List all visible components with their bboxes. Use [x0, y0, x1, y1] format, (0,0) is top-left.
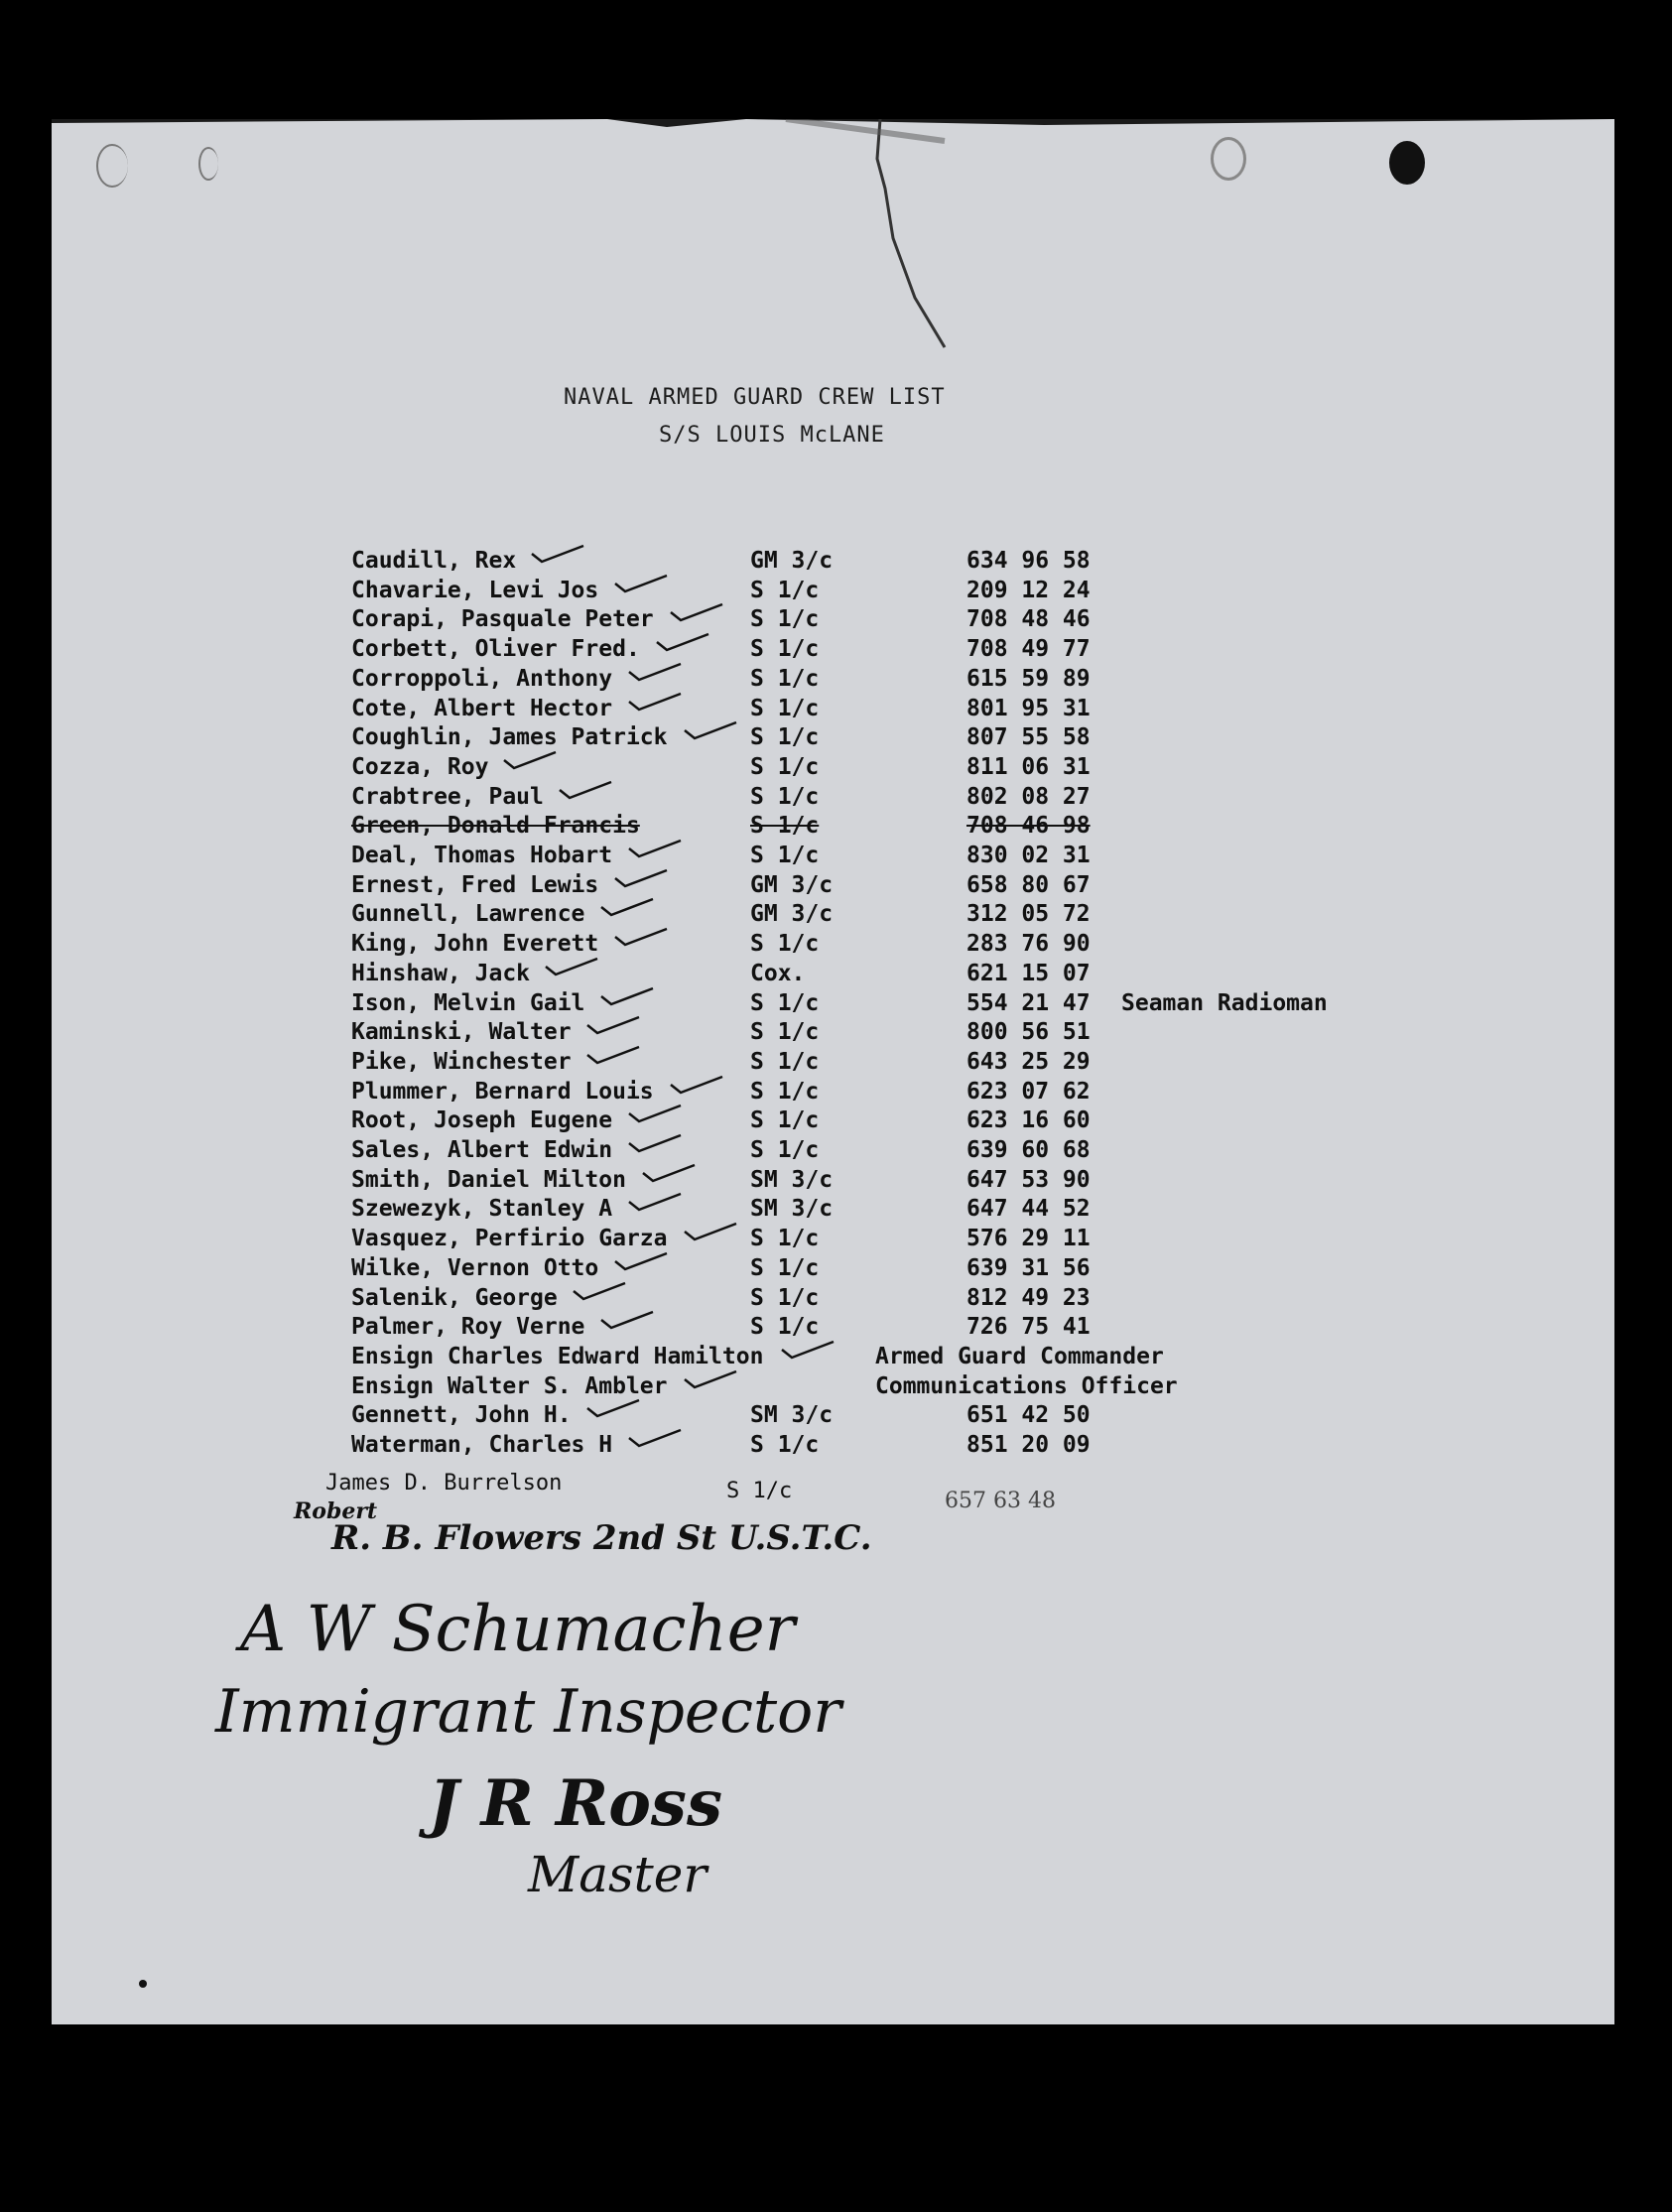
- crew-rate: S 1/c: [750, 724, 820, 751]
- crew-row: [52, 784, 1614, 814]
- page-title: NAVAL ARMED GUARD CREW LIST: [564, 385, 946, 410]
- crew-row: [52, 696, 1614, 725]
- crew-rate: S 1/c: [750, 753, 820, 780]
- crew-name: Salenik, George: [351, 1284, 558, 1311]
- crew-service-number: 623 16 60: [966, 1107, 1091, 1134]
- check-mark-icon: [611, 1249, 671, 1273]
- crew-service-number: 807 55 58: [966, 724, 1091, 751]
- crew-rate: GM 3/c: [750, 871, 834, 898]
- crew-rate: S 1/c: [750, 783, 820, 810]
- crew-name: Root, Joseph Eugene: [351, 1107, 613, 1134]
- crew-row: [52, 1107, 1614, 1137]
- check-mark-icon: [681, 1367, 740, 1391]
- check-mark-icon: [528, 542, 587, 566]
- crew-rate: GM 3/c: [750, 901, 834, 928]
- crew-row: [52, 606, 1614, 636]
- crew-name: Cozza, Roy: [351, 753, 489, 780]
- crew-rate: S 1/c: [750, 1107, 820, 1134]
- crew-service-number: 283 76 90: [966, 931, 1091, 958]
- crew-service-number: 651 42 50: [966, 1402, 1091, 1429]
- crew-row: [52, 1049, 1614, 1079]
- crew-rate: SM 3/c: [750, 1402, 834, 1429]
- crew-row: [52, 813, 1614, 843]
- crew-service-number: 576 29 11: [966, 1226, 1091, 1252]
- crew-note: Communications Officer: [875, 1372, 1178, 1399]
- crew-row: [52, 1167, 1614, 1197]
- crew-row: [52, 990, 1614, 1020]
- crew-name: Cote, Albert Hector: [351, 695, 613, 721]
- added-crew-number: 657 63 48: [945, 1489, 1056, 1513]
- crew-name: Chavarie, Levi Jos: [351, 577, 599, 603]
- check-mark-icon: [583, 1043, 643, 1067]
- ink-dot: [139, 1980, 147, 1988]
- master-title: Master: [528, 1846, 707, 1903]
- crew-row: [52, 1137, 1614, 1167]
- crew-name: Ernest, Fred Lewis: [351, 871, 599, 898]
- check-mark-icon: [625, 837, 685, 860]
- crew-note: Seaman Radioman: [1121, 989, 1328, 1016]
- crew-service-number: 647 44 52: [966, 1196, 1091, 1223]
- crew-rate: S 1/c: [750, 1254, 820, 1281]
- check-mark-icon: [625, 660, 685, 684]
- check-mark-icon: [583, 1396, 643, 1420]
- check-mark-icon: [542, 955, 601, 978]
- crew-service-number: 639 60 68: [966, 1137, 1091, 1163]
- crew-rate: GM 3/c: [750, 548, 834, 574]
- crew-row: [52, 1402, 1614, 1432]
- crew-rate: S 1/c: [750, 1432, 820, 1458]
- check-mark-icon: [625, 1190, 685, 1214]
- check-mark-icon: [583, 1013, 643, 1037]
- crew-rate: SM 3/c: [750, 1166, 834, 1193]
- crew-row: [52, 843, 1614, 872]
- crew-row: [52, 1285, 1614, 1315]
- crew-row: [52, 1255, 1614, 1285]
- check-mark-icon: [667, 600, 726, 624]
- crew-row: [52, 636, 1614, 666]
- crew-row: [52, 1196, 1614, 1226]
- check-mark-icon: [597, 984, 657, 1008]
- inspector-title: Immigrant Inspector: [215, 1677, 841, 1747]
- document-page: [52, 119, 1614, 2024]
- crew-service-number: 851 20 09: [966, 1432, 1091, 1458]
- crew-service-number: 639 31 56: [966, 1254, 1091, 1281]
- crew-name: Ison, Melvin Gail: [351, 989, 585, 1016]
- crew-name: Sales, Albert Edwin: [351, 1137, 613, 1163]
- crew-name: Gunnell, Lawrence: [351, 901, 585, 928]
- crew-rate: S 1/c: [750, 636, 820, 663]
- crew-name: Corbett, Oliver Fred.: [351, 636, 640, 663]
- check-mark-icon: [639, 1161, 699, 1185]
- crew-service-number: 800 56 51: [966, 1019, 1091, 1046]
- crew-name: Kaminski, Walter: [351, 1019, 572, 1046]
- crew-name: Deal, Thomas Hobart: [351, 843, 613, 868]
- crew-row: [52, 548, 1614, 578]
- crew-service-number: 554 21 47: [966, 989, 1091, 1016]
- crew-service-number: 615 59 89: [966, 665, 1091, 692]
- crew-service-number: 830 02 31: [966, 843, 1091, 868]
- crew-row: [52, 578, 1614, 607]
- check-mark-icon: [653, 630, 712, 654]
- crew-service-number: 708 49 77: [966, 636, 1091, 663]
- crew-rate: S 1/c: [750, 695, 820, 721]
- crew-name: Corroppoli, Anthony: [351, 665, 613, 692]
- crew-name: Hinshaw, Jack: [351, 960, 531, 986]
- crew-service-number: 312 05 72: [966, 901, 1091, 928]
- crew-row: [52, 1079, 1614, 1108]
- crew-rate: S 1/c: [750, 665, 820, 692]
- crew-name: Ensign Walter S. Ambler: [351, 1372, 668, 1399]
- crew-service-number: 621 15 07: [966, 960, 1091, 986]
- crew-name: Crabtree, Paul: [351, 783, 544, 810]
- crew-row: [52, 1373, 1614, 1403]
- crew-row: [52, 901, 1614, 931]
- crew-row: [52, 931, 1614, 961]
- crew-service-number: 811 06 31: [966, 753, 1091, 780]
- crew-row: [52, 872, 1614, 902]
- crew-name: Coughlin, James Patrick: [351, 724, 668, 751]
- crew-rate: S 1/c: [750, 577, 820, 603]
- crew-rate: Cox.: [750, 960, 806, 986]
- crew-service-number: 643 25 29: [966, 1048, 1091, 1075]
- crew-service-number: 708 48 46: [966, 606, 1091, 633]
- check-mark-icon: [625, 690, 685, 714]
- crew-rate: S 1/c: [750, 606, 820, 633]
- check-mark-icon: [611, 572, 671, 595]
- crew-rate: S 1/c: [750, 1048, 820, 1075]
- crew-row: [52, 1226, 1614, 1255]
- crew-row: [52, 666, 1614, 696]
- crew-service-number: 812 49 23: [966, 1284, 1091, 1311]
- crew-list-table: [52, 119, 1614, 1458]
- crew-name: Caudill, Rex: [351, 548, 517, 574]
- check-mark-icon: [778, 1338, 837, 1362]
- check-mark-icon: [597, 895, 657, 919]
- crew-service-number: 708 46 98: [966, 813, 1091, 840]
- crew-rate: S 1/c: [750, 813, 820, 840]
- crew-name: Szewezyk, Stanley A: [351, 1196, 613, 1223]
- crew-name: Palmer, Roy Verne: [351, 1314, 585, 1341]
- check-mark-icon: [570, 1279, 629, 1303]
- crew-name: Ensign Charles Edward Hamilton: [351, 1343, 764, 1369]
- crew-rate: S 1/c: [750, 1226, 820, 1252]
- crew-service-number: 802 08 27: [966, 783, 1091, 810]
- check-mark-icon: [625, 1102, 685, 1125]
- crew-rate: S 1/c: [750, 1019, 820, 1046]
- crew-row: [52, 1344, 1614, 1373]
- inspector-signature: A W Schumacher: [240, 1593, 796, 1666]
- check-mark-icon: [625, 1131, 685, 1155]
- crew-rate: SM 3/c: [750, 1196, 834, 1223]
- crew-name: Smith, Daniel Milton: [351, 1166, 626, 1193]
- check-mark-icon: [625, 1426, 685, 1450]
- check-mark-icon: [597, 1308, 657, 1332]
- added-crew-name: James D. Burrelson: [325, 1471, 563, 1496]
- crew-rate: S 1/c: [750, 1137, 820, 1163]
- check-mark-icon: [556, 778, 615, 802]
- crew-rate: S 1/c: [750, 1078, 820, 1105]
- crew-name: Green, Donald Francis: [351, 813, 640, 840]
- crew-row: [52, 1432, 1614, 1462]
- page-subtitle: S/S LOUIS McLANE: [659, 423, 885, 448]
- check-mark-icon: [611, 866, 671, 890]
- crew-rate: S 1/c: [750, 989, 820, 1016]
- crew-service-number: 623 07 62: [966, 1078, 1091, 1105]
- crew-rate: S 1/c: [750, 1314, 820, 1341]
- crew-row: [52, 1019, 1614, 1049]
- crew-rate: S 1/c: [750, 843, 820, 868]
- crew-service-number: 634 96 58: [966, 548, 1091, 574]
- crew-name: Waterman, Charles H: [351, 1432, 613, 1458]
- crew-name: Vasquez, Perfirio Garza: [351, 1226, 668, 1252]
- crew-rate: S 1/c: [750, 931, 820, 958]
- master-signature: J R Ross: [429, 1766, 722, 1841]
- crew-note: Armed Guard Commander: [875, 1343, 1164, 1369]
- crew-row: [52, 724, 1614, 754]
- crew-name: Wilke, Vernon Otto: [351, 1254, 599, 1281]
- crew-name: Pike, Winchester: [351, 1048, 572, 1075]
- crew-row: [52, 754, 1614, 784]
- crew-name: Corapi, Pasquale Peter: [351, 606, 654, 633]
- check-mark-icon: [611, 925, 671, 949]
- crew-rate: S 1/c: [750, 1284, 820, 1311]
- crew-name: King, John Everett: [351, 931, 599, 958]
- check-mark-icon: [500, 748, 560, 772]
- added-crew-rate: S 1/c: [726, 1479, 793, 1503]
- crew-row: [52, 961, 1614, 990]
- crew-service-number: 726 75 41: [966, 1314, 1091, 1341]
- check-mark-icon: [667, 1073, 726, 1097]
- handwritten-first-name: Robert: [294, 1498, 378, 1524]
- handwritten-flowers-line: R. B. Flowers 2nd St U.S.T.C.: [331, 1518, 872, 1558]
- crew-name: Plummer, Bernard Louis: [351, 1078, 654, 1105]
- crew-service-number: 209 12 24: [966, 577, 1091, 603]
- crew-name: Gennett, John H.: [351, 1402, 572, 1429]
- check-mark-icon: [681, 1220, 740, 1243]
- check-mark-icon: [681, 718, 740, 742]
- crew-service-number: 801 95 31: [966, 695, 1091, 721]
- crew-service-number: 658 80 67: [966, 871, 1091, 898]
- crew-service-number: 647 53 90: [966, 1166, 1091, 1193]
